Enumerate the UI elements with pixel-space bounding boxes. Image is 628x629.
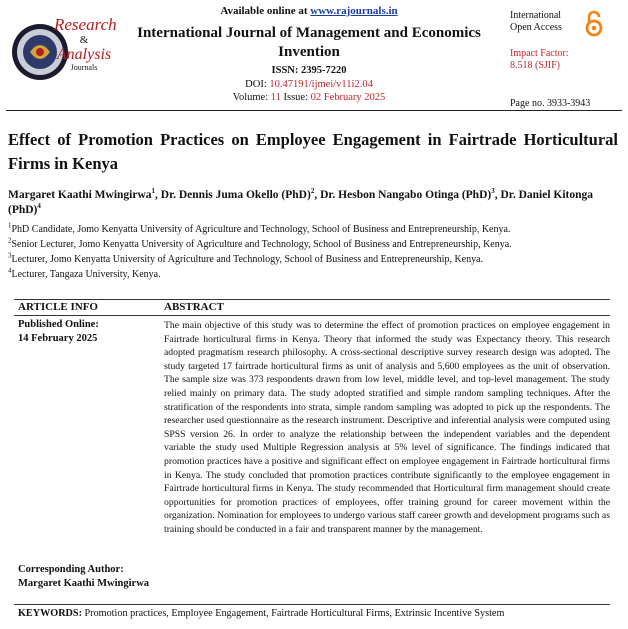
affiliation-item [8, 267, 618, 282]
journal-url-link[interactable]: www.rajournals.in [310, 5, 398, 17]
keywords-label: KEYWORDS: [18, 608, 82, 619]
affiliation-marker: 1 [8, 221, 12, 230]
page-range: Page no. 3933-3943 [510, 98, 591, 109]
published-date: 14 February 2025 [18, 332, 98, 344]
paper-title: Effect of Promotion Practices on Employee Engagement in Fairtrade Horticultural Firms in Kenya [8, 130, 618, 173]
article-info-table [14, 300, 610, 624]
abstract-heading: ABSTRACT [164, 301, 224, 313]
author-affiliation-marker: 1 [151, 187, 156, 196]
doi-line: DOI: 10.47191/ijmei/v11i2.04 [245, 79, 373, 90]
journal-title: International Journal of Management and Economics Invention [137, 25, 481, 60]
table-top-border [14, 299, 610, 300]
author-affiliation-marker: 3 [491, 187, 495, 196]
availability-line: Available online at www.rajournals.in [220, 5, 398, 17]
issn: ISSN: 2395-7220 [271, 65, 347, 76]
journal-side-info [510, 10, 622, 109]
corresponding-author-name: Margaret Kaathi Mwingirwa [18, 577, 150, 589]
affiliation-text: Senior Lecturer, Jomo Kenyatta University of Agriculture and Technology, School of Business and Entrepreneurship, Kenya. [11, 239, 512, 250]
affiliation-text: Lecturer, Jomo Kenyatta University of Agriculture and Technology, School of Business and Entrepreneurship, Kenya. [11, 254, 484, 265]
affiliation-item [8, 222, 618, 237]
author-name: Dr. Hesbon Nangabo Otinga (PhD) [320, 189, 492, 201]
open-access-line1: International [510, 10, 562, 21]
author-affiliation-marker: 4 [37, 202, 41, 211]
volume-issue-line: Volume: 11 Issue: 02 February 2025 [232, 92, 386, 103]
affiliation-item [8, 237, 618, 252]
affiliation-list [8, 222, 618, 282]
affiliation-marker: 3 [8, 251, 12, 260]
abstract-text: The main objective of this study was to determine the effect of promotion practices on employee engagement in Fairtrade horticultural firms in Kenya. Theory that informed the study was Expectancy theory. This research adopted pragmatism research philosophy. A cross-sectional descriptive survey research design was adopted. The study targeted 17 fairtrade horticultural firms as unit of analysis and 5,600 employees as the unit of observation. The sample size was 373 respondents drawn from low level, middle level, and top-level management. The study relied mainly on primary data. The study adopted stratified and simple random sampling techniques. After the stratification of the respondents into strata, simple random sampling was adopted to pick up the respondents. The researcher used questionnaire as the research instrument. Descriptive and inferential analysis were computed using SPSS version 26. In order to analyze the relationship between the independent variables and the dependent variable the study used Multiple Regression analysis at 5% level of significance. The findings indicated that promotion practices have a positive and significant effect on employee engagement in Fairtrade horticultural firms in Kenya. The study concluded that promotion practices contribute significantly to the employee engagement in Fairtrade horticultural firms in Kenya. The study recommended that Horticultural firm management should create opportunities for promotion practices of employees, offer training ground for career movement within the organization. Nomination for employees to undergo various staff career growth and development programs such as training should be conducted in a fair and transparent manner by the management. [164, 320, 610, 535]
affiliation-text: Lecturer, Tangaza University, Kenya. [11, 269, 161, 280]
article-info-heading: ARTICLE INFO [18, 301, 98, 313]
affiliation-text: PhD Candidate, Jomo Kenyatta University of Agriculture and Technology, School of Business and Entrepreneurship, Kenya. [11, 224, 511, 235]
logo-journals-word: Journals [70, 63, 98, 72]
author-name: Dr. Daniel Kitonga (PhD) [8, 189, 594, 216]
corresponding-author-block [18, 563, 154, 590]
affiliation-item [8, 252, 618, 267]
volume-value: 11 [270, 92, 281, 103]
issue-value: 02 February 2025 [310, 92, 386, 103]
author-name: Margaret Kaathi Mwingirwa [8, 189, 152, 201]
impact-factor-value: 8.518 (SJIF) [510, 60, 561, 71]
journal-header [6, 2, 622, 111]
keywords-line [18, 607, 610, 621]
author-list: Margaret Kaathi Mwingirwa$^1$, Dr. Dennis Juma Okello (PhD)$^2$, Dr. Hesbon Nangabo Otinga (PhD)$^3$, Dr. Daniel Kitonga (PhD)$^4$ [8, 187, 594, 216]
impact-factor-label: Impact Factor: [510, 48, 569, 59]
table-header-border [14, 315, 610, 316]
published-label: Published Online: [18, 319, 99, 330]
corresponding-author-label: Corresponding Author: [18, 564, 124, 575]
doi-link[interactable]: 10.47191/ijmei/v11i2.04 [269, 79, 373, 90]
author-name: Dr. Dennis Juma Okello (PhD) [160, 189, 311, 201]
open-access-icon [584, 10, 604, 38]
open-access-line2: Open Access [510, 22, 562, 33]
keywords-top-border [14, 604, 610, 605]
journal-info [116, 2, 502, 104]
logo-ampersand: & [79, 34, 89, 46]
published-block [18, 318, 154, 345]
logo-analysis-word: Analysis [56, 46, 112, 63]
header-divider [6, 110, 622, 111]
keywords-values: Promotion practices, Employee Engagement, Fairtrade Horticultural Firms, Extrinsic Incentive System [81, 608, 505, 619]
affiliation-marker: 4 [8, 266, 12, 275]
affiliation-marker: 2 [8, 236, 12, 245]
author-affiliation-marker: 2 [310, 187, 315, 196]
journal-logo [10, 8, 117, 104]
logo-research-word: Research [54, 15, 117, 34]
